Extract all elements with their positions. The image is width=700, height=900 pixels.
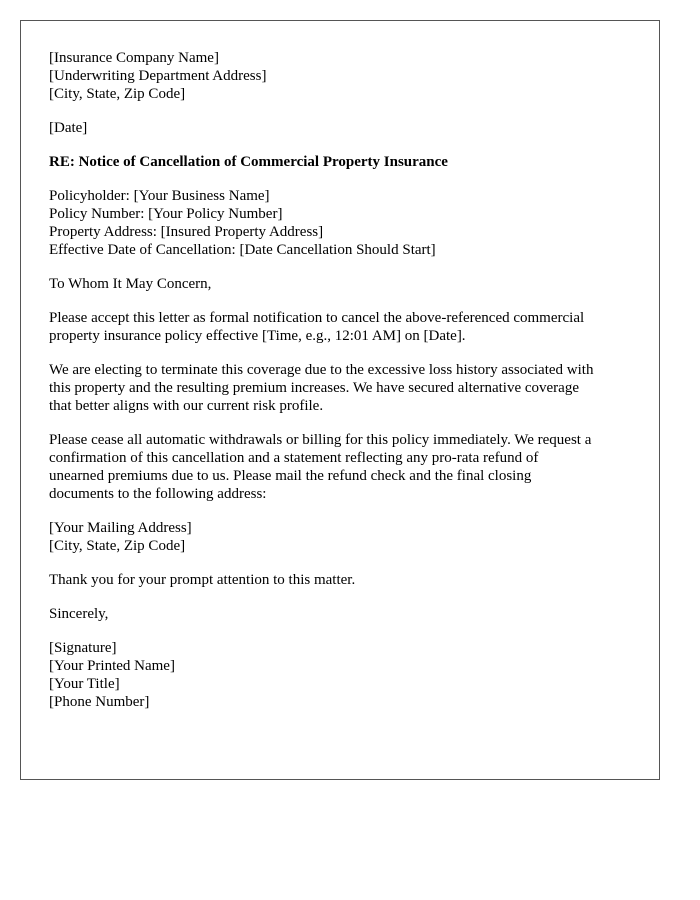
paragraph-line: Please accept this letter as formal notification to cancel the above-referenced commercial (49, 310, 585, 326)
subject-line: RE: Notice of Cancellation of Commercial Property Insurance (49, 154, 448, 170)
paragraph-request (49, 431, 631, 503)
policyholder-line: Policyholder: [Your Business Name] (49, 188, 270, 204)
salutation-text: To Whom It May Concern, (49, 276, 212, 292)
closing-text: Sincerely, (49, 606, 109, 622)
thanks-line (49, 571, 631, 589)
letter-page (20, 20, 660, 780)
salutation (49, 275, 631, 293)
mailing-address: [Your Mailing Address] (49, 520, 192, 536)
closing (49, 605, 631, 623)
sender-address-block (49, 49, 631, 103)
underwriting-department-address: [Underwriting Department Address] (49, 68, 267, 84)
paragraph-line: this property and the resulting premium increases. We have secured alternative coverage (49, 380, 579, 396)
printed-name: [Your Printed Name] (49, 658, 175, 674)
signature-block (49, 639, 631, 711)
policy-number-line: Policy Number: [Your Policy Number] (49, 206, 283, 222)
policy-details-block (49, 187, 631, 259)
paragraph-line: that better aligns with our current risk profile. (49, 398, 324, 414)
phone-number: [Phone Number] (49, 694, 150, 710)
signature-placeholder: [Signature] (49, 640, 117, 656)
paragraph-line: We are electing to terminate this coverage due to the excessive loss history associated with (49, 362, 594, 378)
signer-title: [Your Title] (49, 676, 120, 692)
paragraph-line: documents to the following address: (49, 486, 267, 502)
property-address-line: Property Address: [Insured Property Address] (49, 224, 324, 240)
date-block (49, 119, 631, 137)
letter-date: [Date] (49, 120, 88, 136)
effective-date-line: Effective Date of Cancellation: [Date Cancellation Should Start] (49, 242, 436, 258)
paragraph-line: Please cease all automatic withdrawals or billing for this policy immediately. We request a (49, 432, 592, 448)
paragraph-line: confirmation of this cancellation and a statement reflecting any pro-rata refund of (49, 450, 539, 466)
mailing-city-state-zip: [City, State, Zip Code] (49, 538, 186, 554)
mailing-address-block (49, 519, 631, 555)
sender-city-state-zip: [City, State, Zip Code] (49, 86, 186, 102)
paragraph-line: unearned premiums due to us. Please mail the refund check and the final closing (49, 468, 532, 484)
paragraph-reason (49, 361, 631, 415)
insurance-company-name: [Insurance Company Name] (49, 50, 219, 66)
paragraph-line: property insurance policy effective [Time, e.g., 12:01 AM] on [Date]. (49, 328, 466, 344)
paragraph-notification (49, 309, 631, 345)
thanks-text: Thank you for your prompt attention to this matter. (49, 572, 356, 588)
